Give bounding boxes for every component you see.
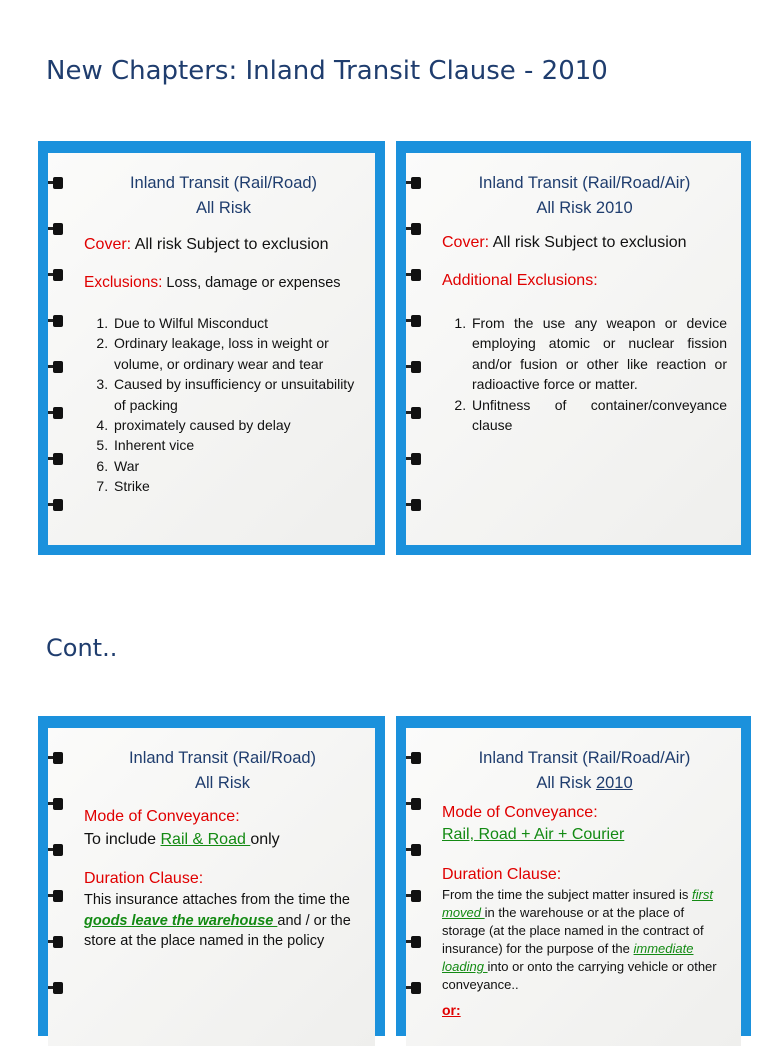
list-item: 3. Caused by insufficiency or unsuitability of packing xyxy=(112,374,363,415)
card-title: Inland Transit (Rail/Road) All Risk xyxy=(129,174,318,217)
card-inland-transit-rail-road xyxy=(38,141,385,555)
mode-of-conveyance-label: Mode of Conveyance: xyxy=(84,808,240,825)
binder-ring-icon xyxy=(406,844,421,856)
binder-ring-icon xyxy=(406,269,421,281)
additional-exclusions-label: Additional Exclusions: xyxy=(442,272,598,289)
list-item: 6. War xyxy=(112,456,363,476)
exclusions-list xyxy=(442,313,727,435)
spiral-binding xyxy=(48,153,67,545)
binder-ring-icon xyxy=(406,499,421,511)
mode-of-conveyance-text: To include Rail & Road only xyxy=(84,831,280,848)
list-item: 4. proximately caused by delay xyxy=(112,415,363,435)
binder-ring-icon xyxy=(406,798,421,810)
binder-ring-icon xyxy=(48,361,63,373)
card-inland-transit-rail-road-duration xyxy=(38,716,385,1036)
binder-ring-icon xyxy=(406,315,421,327)
binder-ring-icon xyxy=(406,752,421,764)
binder-ring-icon xyxy=(48,752,63,764)
binder-ring-icon xyxy=(406,890,421,902)
page-title: New Chapters: Inland Transit Clause - 2010 xyxy=(46,56,608,86)
binder-ring-icon xyxy=(48,844,63,856)
binder-ring-icon xyxy=(48,223,63,235)
binder-ring-icon xyxy=(406,407,421,419)
mode-of-conveyance-label: Mode of Conveyance: xyxy=(442,804,598,821)
duration-clause-text: This insurance attaches from the time the goods leave the warehouse and / or the store at the place named in the policy xyxy=(84,892,351,949)
list-item: 7. Strike xyxy=(112,476,363,496)
exclusions-line: Exclusions: Loss, damage or expenses xyxy=(84,274,341,291)
list-item: 5. Inherent vice xyxy=(112,435,363,455)
binder-ring-icon xyxy=(48,982,63,994)
card-title: Inland Transit (Rail/Road) All Risk xyxy=(128,749,317,792)
exclusions-list xyxy=(84,313,363,497)
binder-ring-icon xyxy=(48,936,63,948)
duration-clause-text: From the time the subject matter insured is first moved in the warehouse or at the place of storage (at the place named in the contract of insurance) for the purpose of the immediate loading into or onto the carrying vehicle or other conveyance.. xyxy=(442,887,717,992)
binder-ring-icon xyxy=(48,890,63,902)
binder-ring-icon xyxy=(48,407,63,419)
card-inland-transit-rail-road-air xyxy=(396,141,751,555)
binder-ring-icon xyxy=(406,223,421,235)
spiral-binding xyxy=(406,728,425,1046)
list-item: 2. Ordinary leakage, loss in weight or volume, or ordinary wear and tear xyxy=(112,333,363,374)
card-inland-transit-rail-road-air-duration xyxy=(396,716,751,1036)
duration-clause-label: Duration Clause: xyxy=(442,866,562,883)
list-item: 2. Unfitness of container/conveyance clause xyxy=(470,395,727,436)
mode-of-conveyance-text: Rail, Road + Air + Courier xyxy=(442,826,625,843)
card-notebook-page xyxy=(406,153,741,545)
binder-ring-icon xyxy=(406,453,421,465)
card-title: Inland Transit (Rail/Road/Air) All Risk 2010 xyxy=(478,174,691,217)
card-notebook-page xyxy=(406,728,741,1046)
binder-ring-icon xyxy=(48,269,63,281)
card-notebook-page xyxy=(48,153,375,545)
section-heading-cont: Cont.. xyxy=(46,634,118,662)
binder-ring-icon xyxy=(406,177,421,189)
binder-ring-icon xyxy=(406,982,421,994)
binder-ring-icon xyxy=(48,315,63,327)
card-title: Inland Transit (Rail/Road/Air) All Risk 2010 xyxy=(478,749,691,792)
binder-ring-icon xyxy=(406,361,421,373)
card-notebook-page xyxy=(48,728,375,1046)
cover-line: Cover: All risk Subject to exclusion xyxy=(84,236,329,253)
binder-ring-icon xyxy=(48,499,63,511)
spiral-binding xyxy=(406,153,425,545)
duration-clause-label: Duration Clause: xyxy=(84,870,204,887)
binder-ring-icon xyxy=(406,936,421,948)
spiral-binding xyxy=(48,728,67,1046)
cover-line: Cover: All risk Subject to exclusion xyxy=(442,234,687,251)
binder-ring-icon xyxy=(48,798,63,810)
list-item: 1. Due to Wilful Misconduct xyxy=(112,313,363,333)
list-item: 1. From the use any weapon or device employing atomic or nuclear fission and/or fusion or other like reaction or radioactive force or matter. xyxy=(470,313,727,395)
binder-ring-icon xyxy=(48,453,63,465)
or-label: or: xyxy=(442,1002,461,1018)
binder-ring-icon xyxy=(48,177,63,189)
